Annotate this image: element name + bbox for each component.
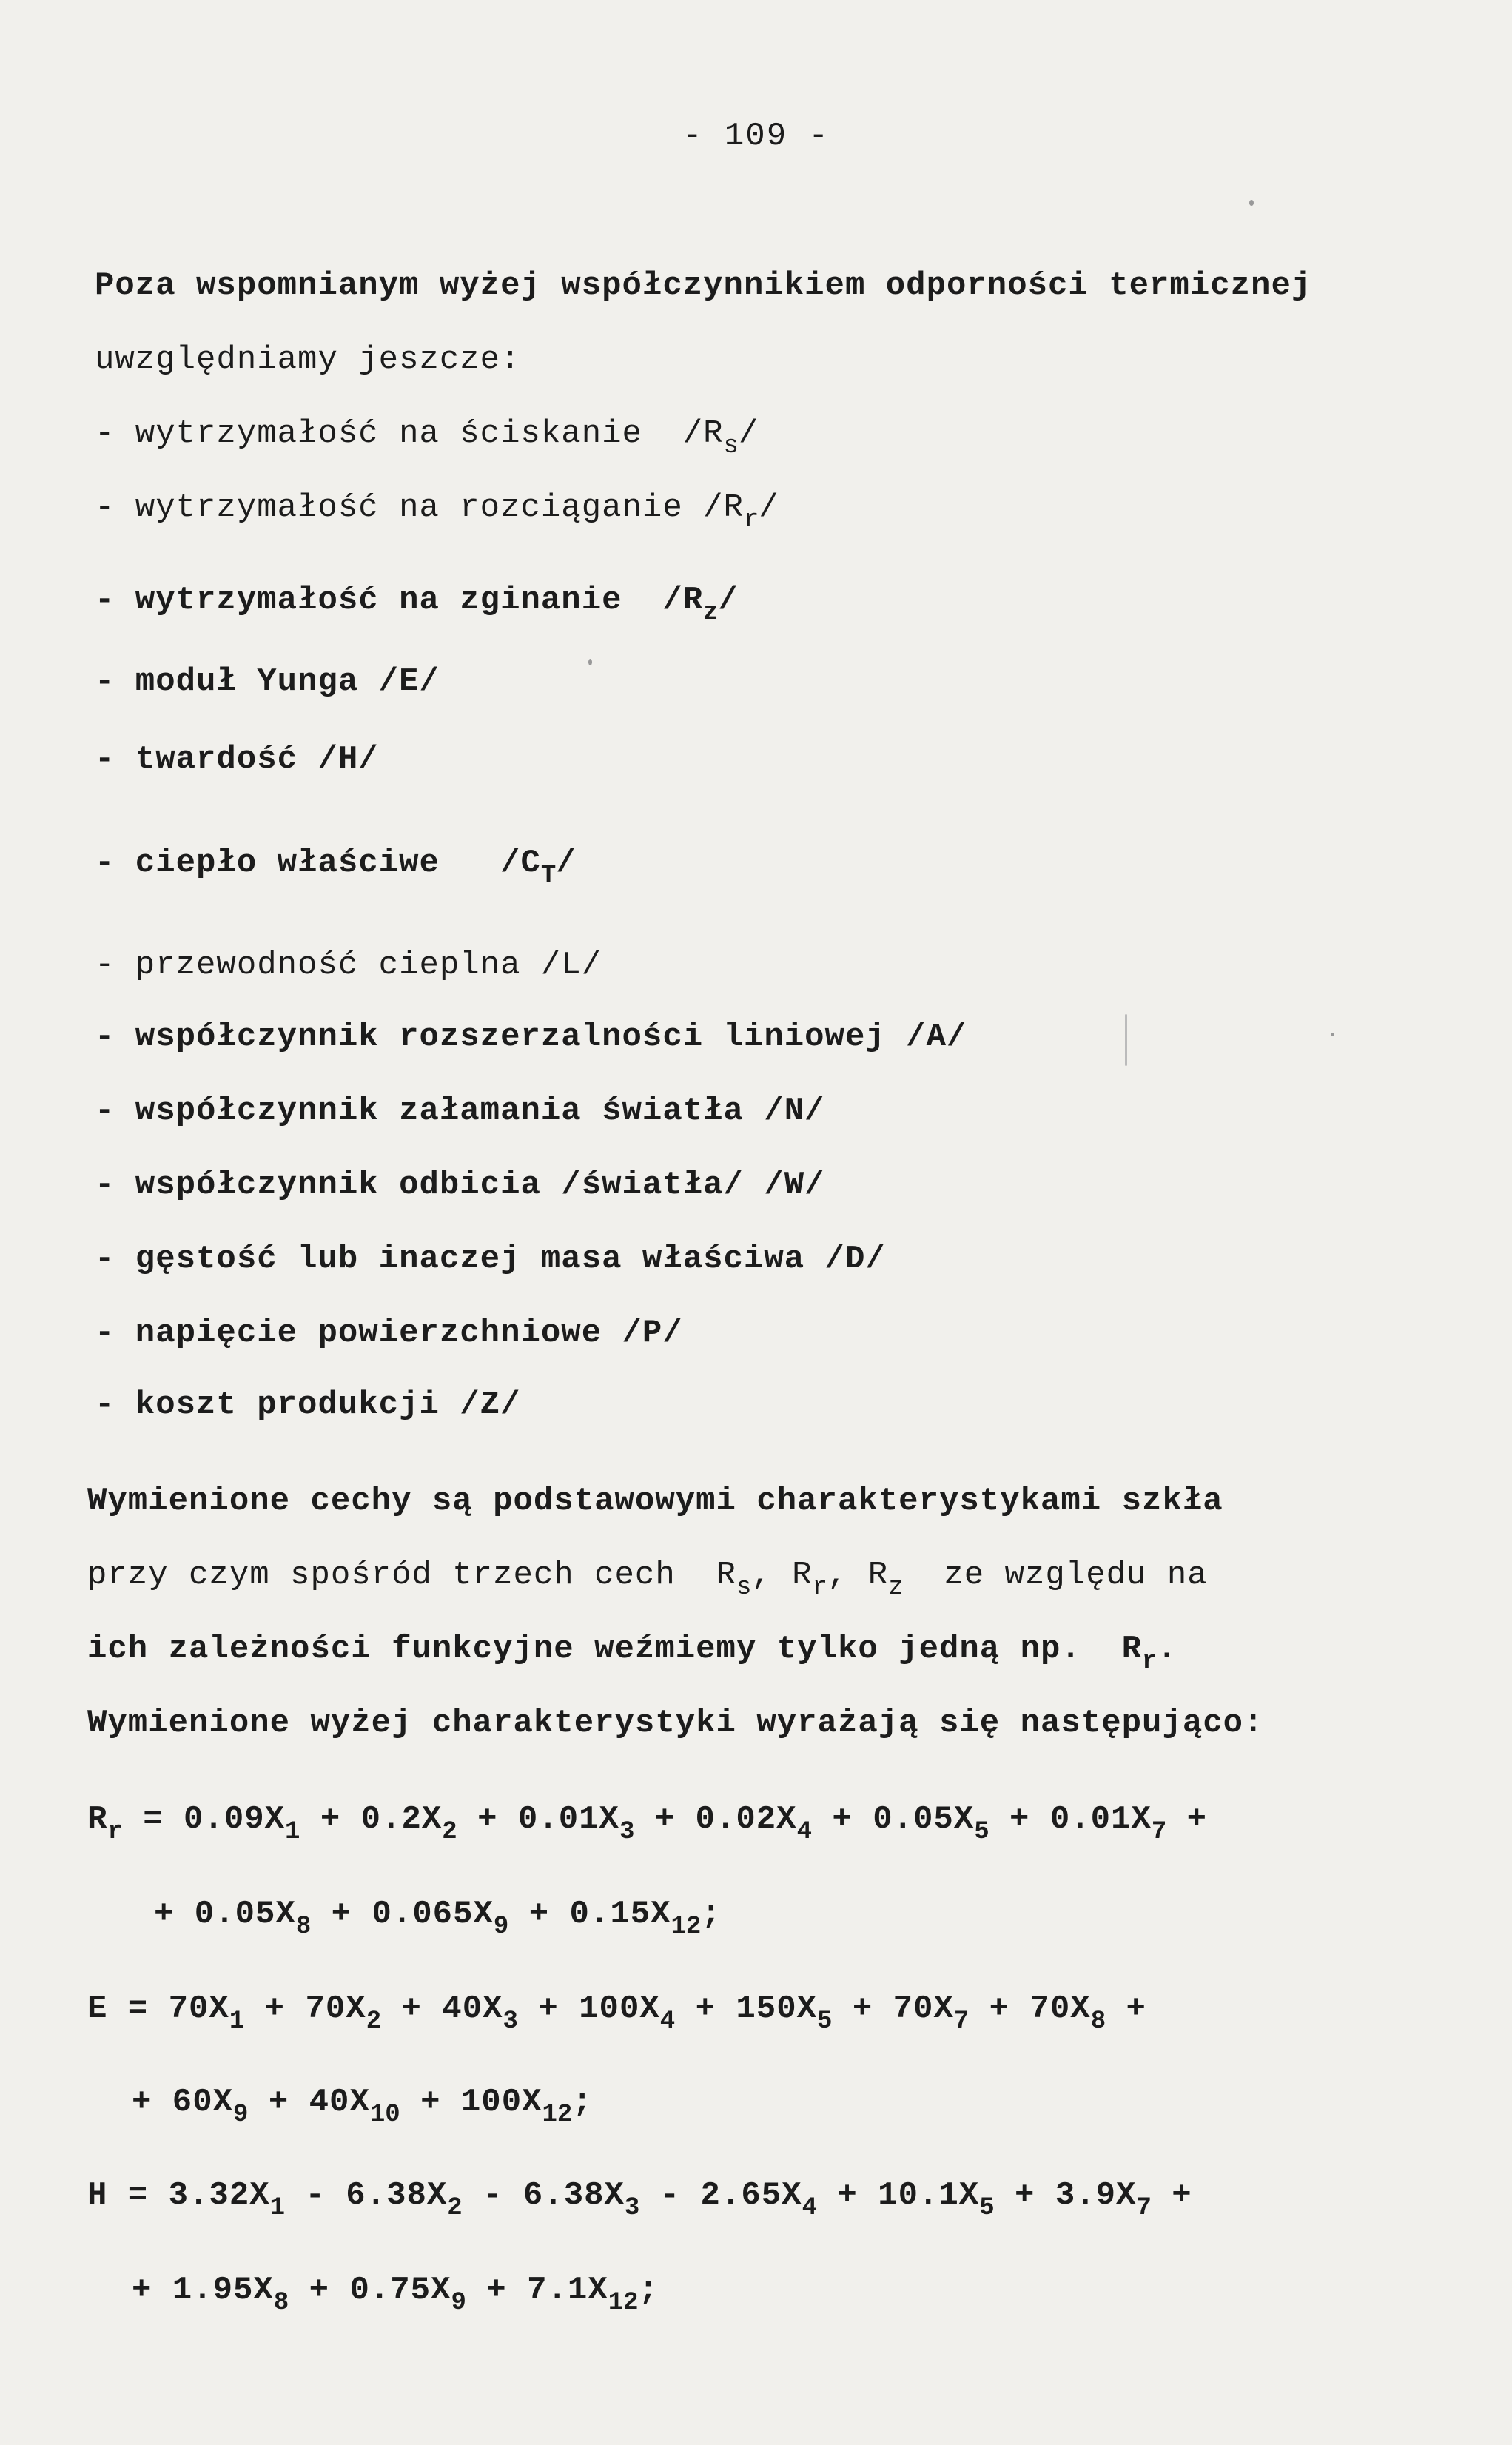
equation-e-line-2: + $60X_9 + 40X_{10} + 100X_{12}$; (132, 2084, 593, 2129)
property-item: - wytrzymałość na ściskanie $/R_s/$ (95, 415, 759, 460)
paper-speck (588, 659, 592, 665)
property-item: - twardość /H/ (95, 741, 379, 778)
equation-rr-line-1: $R_r = 0.09X_1 + 0.2X_2 + 0.01X_3 + 0.02X_4 + 0.05X_5 + 0.01X_7$ + (87, 1801, 1208, 1846)
property-item: - moduł Yunga /E/ (95, 663, 440, 700)
equation-h-line-2: + $1.95X_8 + 0.75X_9 + 7.1X_{12}$; (132, 2272, 659, 2317)
page-number: - 109 - (682, 118, 830, 155)
property-item: - współczynnik załamania światła /N/ (95, 1093, 825, 1130)
equation-rr-line-2: + $0.05X_8 + 0.065X_9 + 0.15X_{12}$; (154, 1896, 722, 1941)
paper-speck (1249, 200, 1254, 206)
intro-line-1: Poza wspomnianym wyżej współczynnikiem odporności termicznej (95, 267, 1312, 304)
property-item: - ciepło właściwe $/C_T/$ (95, 845, 577, 890)
paragraph-line-2: przy czym spośród trzech cech $R_s$, $R_r$, $R_z$ ze względu na (87, 1557, 1208, 1602)
intro-line-2: uwzględniamy jeszcze: (95, 341, 521, 378)
property-item: - napięcie powierzchniowe /P/ (95, 1315, 683, 1352)
property-item: - wytrzymałość na rozciąganie $/R_r/$ (95, 489, 779, 534)
equation-e-line-1: $E = 70X_1 + 70X_2 + 40X_3 + 100X_4 + 150X_5 + 70X_7 + 70X_8$ + (87, 1990, 1146, 2036)
equation-h-line-1: $H = 3.32X_1 - 6.38X_2 - 6.38X_3 - 2.65X_4 + 10.1X_5 + 3.9X_7$ + (87, 2177, 1192, 2222)
paper-speck (1125, 1014, 1127, 1066)
property-item: - współczynnik odbicia /światła/ /W/ (95, 1167, 825, 1204)
paragraph-line-1: Wymienione cechy są podstawowymi charakterystykami szkła (87, 1483, 1223, 1520)
property-item: - gęstość lub inaczej masa właściwa /D/ (95, 1241, 886, 1278)
property-item: - koszt produkcji /Z/ (95, 1386, 521, 1423)
paper-speck (1331, 1033, 1334, 1036)
property-item: - współczynnik rozszerzalności liniowej /A/ (95, 1019, 967, 1056)
property-item: - przewodność cieplna /L/ (95, 947, 602, 984)
paragraph-line-3: ich zależności funkcyjne weźmiemy tylko jedną np. $R_r$. (87, 1631, 1177, 1676)
property-item: - wytrzymałość na zginanie $/R_z/$ (95, 582, 739, 627)
paragraph-line-4: Wymienione wyżej charakterystyki wyrażają się następująco: (87, 1705, 1264, 1742)
